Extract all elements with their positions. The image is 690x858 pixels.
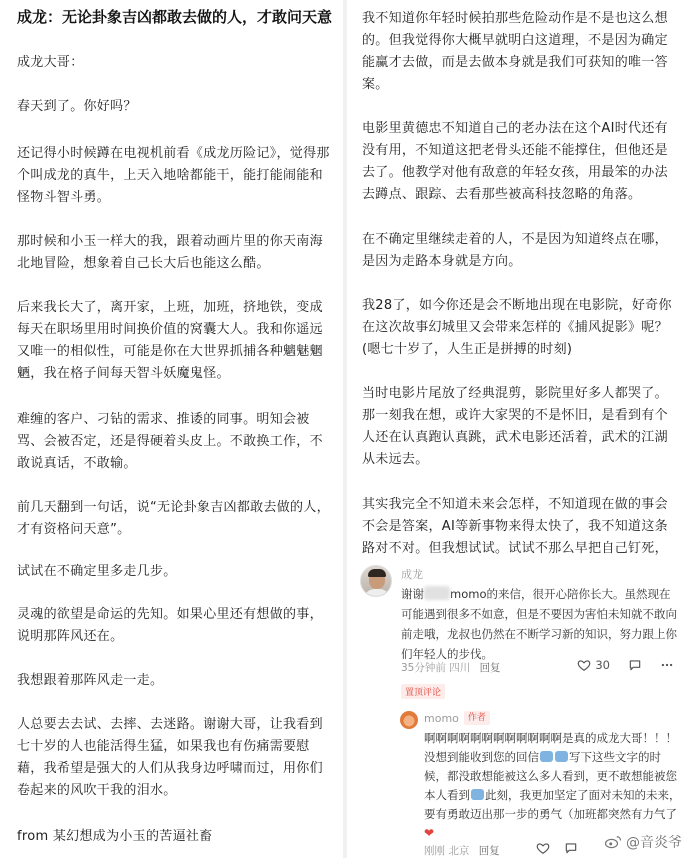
like-count: 30	[595, 658, 610, 672]
heart-icon	[536, 841, 550, 855]
paragraph: 还记得小时候蹲在电视机前看《成龙历险记》，觉得那个叫成龙的真牛，上天入地啥都能干，能打能闹能和怪物斗智斗勇。	[17, 146, 330, 205]
comment-icon	[628, 658, 642, 672]
more-icon	[660, 658, 674, 672]
comment-body: 啊啊啊啊啊啊啊啊啊啊啊啊是真的成龙大哥！！！ 没想到能收到您的回信 写下这些文字的时候，都没敢想能被这么多人看到，更不敢想能被您本人看到 此刻，我更加坚定了面对未知的未来，要有勇敢迈出那一步的勇气（加班都突然有力气了❤	[424, 729, 682, 843]
pinned-tag: 置顶评论	[401, 684, 445, 699]
paragraph: 灵魂的欲望是命运的先知。如果心里还有想做的事，说明那阵风还在。	[17, 607, 323, 644]
comment-location: 北京	[448, 845, 470, 857]
comment-jackie	[347, 558, 690, 698]
comment-actions	[536, 841, 578, 855]
reply-button[interactable]: 回复	[479, 662, 501, 674]
like-button[interactable]	[577, 658, 610, 672]
reply-button[interactable]: 回复	[478, 845, 500, 857]
comment-body: 谢谢 momo的来信，很开心陪你长大。虽然现在可能遇到很多不如意，但是不要因为害怕未知就不敢向前走哦，龙叔也仍然在不断学习新的知识，努力跟上你们年轻人的步伐。	[401, 587, 677, 661]
paragraph: 电影里黄德忠不知道自己的老办法在这个AI时代还有没有用，不知道这把老骨头还能不能撑住，但他还是去了。他教学对他有敌意的年轻女孩，用最笨的办法去蹲点、跟踪、去看那些被高科技忽略的角落。	[362, 121, 668, 202]
avatar[interactable]	[400, 711, 418, 729]
heart-emoji-icon: ❤	[424, 826, 435, 840]
comment-time: 35分钟前	[401, 662, 446, 674]
paragraph: 难缠的客户、刁钻的需求、推诿的同事。明知会被骂、会被否定，还是得硬着头皮上。不敢换工作，不敢说真话，不敢输。	[17, 412, 323, 471]
weibo-watermark: @音炎爷	[604, 832, 682, 852]
comment-author[interactable]: 成龙	[401, 568, 423, 581]
emoji-icon	[471, 789, 484, 800]
paragraph: 当时电影片尾放了经典混剪，影院里好多人都哭了。那一刻我在想，或许大家哭的不是怀旧，是看到有个人还在认真跑认真跳，武术电影还活着，武术的江湖从未远去。	[362, 386, 668, 467]
paragraph: 后来我长大了，离开家，上班，加班，挤地铁，变成每天在职场里用时间换价值的窝囊大人。我和你遥远又唯一的相似性，可能是你在大世界抓捕各种魑魅魍魉，我在格子间每天智斗妖魔鬼怪。	[17, 300, 323, 381]
emoji-icon	[540, 751, 553, 762]
paragraph: 我28了，如今你还是会不断地出现在电影院，好奇你在这次故事幻城里又会带来怎样的《捕风捉影》呢？(嗯七十岁了，人生正是拼搏的时刻)	[362, 298, 672, 357]
paragraph: 我想跟着那阵风走一走。	[17, 673, 164, 688]
left-letter-panel	[0, 0, 343, 858]
comment-button[interactable]	[628, 658, 642, 672]
paragraph: 春天到了。你好吗？	[17, 99, 137, 114]
paragraph: 在不确定里继续走着的人，不是因为知道终点在哪，是因为走路本身就是方向。	[362, 232, 668, 269]
paragraph: 那时候和小玉一样大的我，跟着动画片里的你天南海北地冒险，想象着自己长大后也能这么酷。	[17, 234, 323, 271]
author-tag: 作者	[464, 711, 490, 725]
comment-meta	[424, 843, 500, 858]
comment-author-row	[424, 711, 490, 725]
comment-location: 四川	[449, 662, 471, 674]
comment-meta	[401, 660, 501, 675]
comment-icon	[564, 841, 578, 855]
paragraph: 我不知道你年轻时候拍那些危险动作是不是也这么想的。但我觉得你大概早就明白这道理，不是因为确定能赢才去做，而是去做本身就是我们可获知的唯一答案。	[362, 11, 668, 92]
weibo-logo-icon	[604, 835, 622, 849]
like-button[interactable]	[536, 841, 550, 855]
comment-time: 刚刚	[424, 845, 445, 857]
post-title: 成龙：无论卦象吉凶都敢去做的人，才敢问天意	[17, 8, 333, 26]
right-letter-panel	[347, 0, 690, 858]
blurred-name	[424, 586, 450, 600]
comment-author[interactable]: momo	[424, 711, 459, 725]
more-button[interactable]	[660, 658, 674, 672]
avatar[interactable]	[360, 565, 392, 597]
paragraph: 人总要去去试、去摔、去迷路。谢谢大哥，让我看到七十岁的人也能活得生猛，如果我也有伤痛需要慰藉，我希望是强大的人们从我身边呼啸而过，用你们卷起来的风吹干我的泪水。	[17, 717, 323, 798]
comment-actions	[577, 658, 674, 672]
paragraph: 成龙大哥：	[17, 55, 84, 70]
paragraph: 试试在不确定里多走几步。	[17, 564, 177, 579]
paragraph: 前几天翻到一句话，说“无论卦象吉凶都敢去做的人，才有资格问天意”。	[17, 500, 330, 537]
heart-icon	[577, 658, 591, 672]
letter-signature: from 某幻想成为小玉的苦逼社畜	[17, 829, 213, 844]
comment-button[interactable]	[564, 841, 578, 855]
paragraph: 其实我完全不知道未来会怎样，不知道现在做的事会不会是答案，AI等新事物来得太快了，我不知道这条路对不对。但我想试试。试试不那么早把自己钉死，	[362, 497, 668, 556]
emoji-icon	[555, 751, 568, 762]
